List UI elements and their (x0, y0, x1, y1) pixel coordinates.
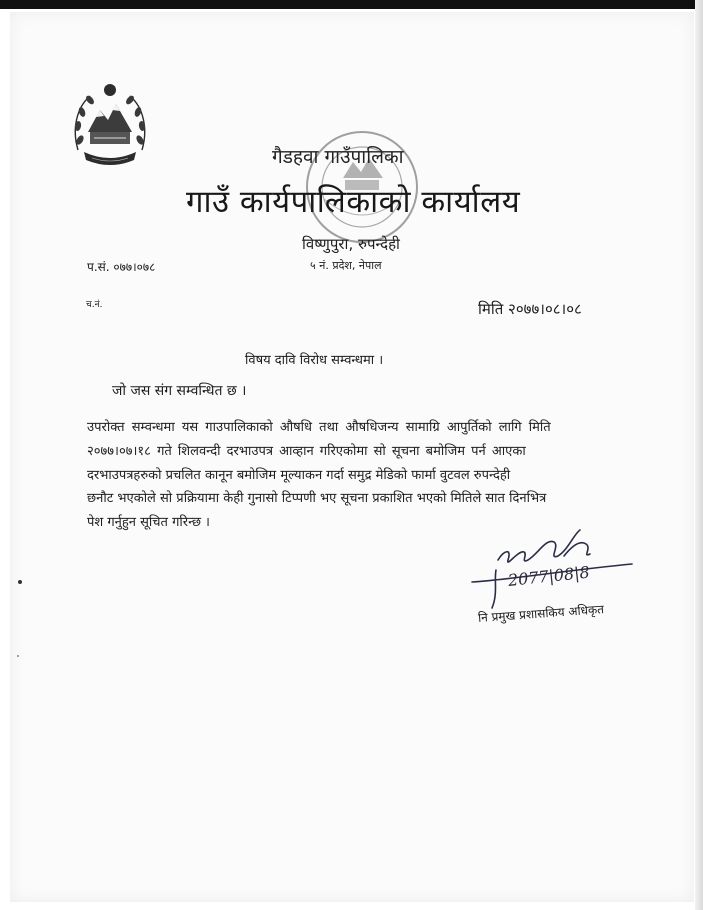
municipality-name: गैडहवा गाउँपालिका (272, 146, 404, 168)
letter-date: मिति २०७७।०८।०८ (478, 300, 582, 318)
address-line-2: ५ नं. प्रदेश, नेपाल (310, 259, 382, 272)
body-line: पेश गर्नुहुन सूचित गरिन्छ । (87, 515, 210, 530)
body-line: २०७७।०७।१८ गते शिलवन्दी दरभाउपत्र आव्हान गरिएकोमा सो सूचना बमोजिम पर्न आएका (87, 444, 526, 459)
scan-right-edge (695, 0, 703, 910)
letter-subject: विषय दावि विरोध सम्वन्धमा । (245, 353, 384, 368)
dispatch-number: च.नं. (86, 300, 103, 310)
nepal-emblem-icon (68, 80, 152, 172)
signatory-title: नि प्रमुख प्रशासकिय अधिकृत (477, 602, 605, 625)
scan-speck (17, 655, 19, 657)
scan-speck (18, 580, 22, 584)
body-line: दरभाउपत्रहरुको प्रचलित कानून बमोजिम मूल्याकन गर्दा समुद्र मेडिको फार्मा वुटवल रुपन्देही (87, 468, 511, 483)
scan-top-border (0, 0, 703, 9)
address-line-1: विष्णुपुरा, रुपन्देही (302, 235, 400, 253)
office-title: गाउँ कार्यपालिकाको कार्यालय (186, 184, 521, 220)
body-line: उपरोक्त सम्वन्धमा यस गाउपालिकाको औषधि तथा औषधिजन्य सामाग्रि आपुर्तिको लागि मिति (87, 420, 551, 435)
body-line: छनौट भएकोले सो प्रक्रियामा केही गुनासो टिप्पणी भए सूचना प्रकाशित भएको मितिले सात दिनभित्र (87, 491, 547, 506)
reference-number: प.सं. ०७७।०७८ (87, 260, 156, 274)
handwritten-date: 2077|08|8 (507, 562, 591, 590)
letter-salutation: जो जस संग सम्वन्धित छ । (112, 383, 247, 399)
